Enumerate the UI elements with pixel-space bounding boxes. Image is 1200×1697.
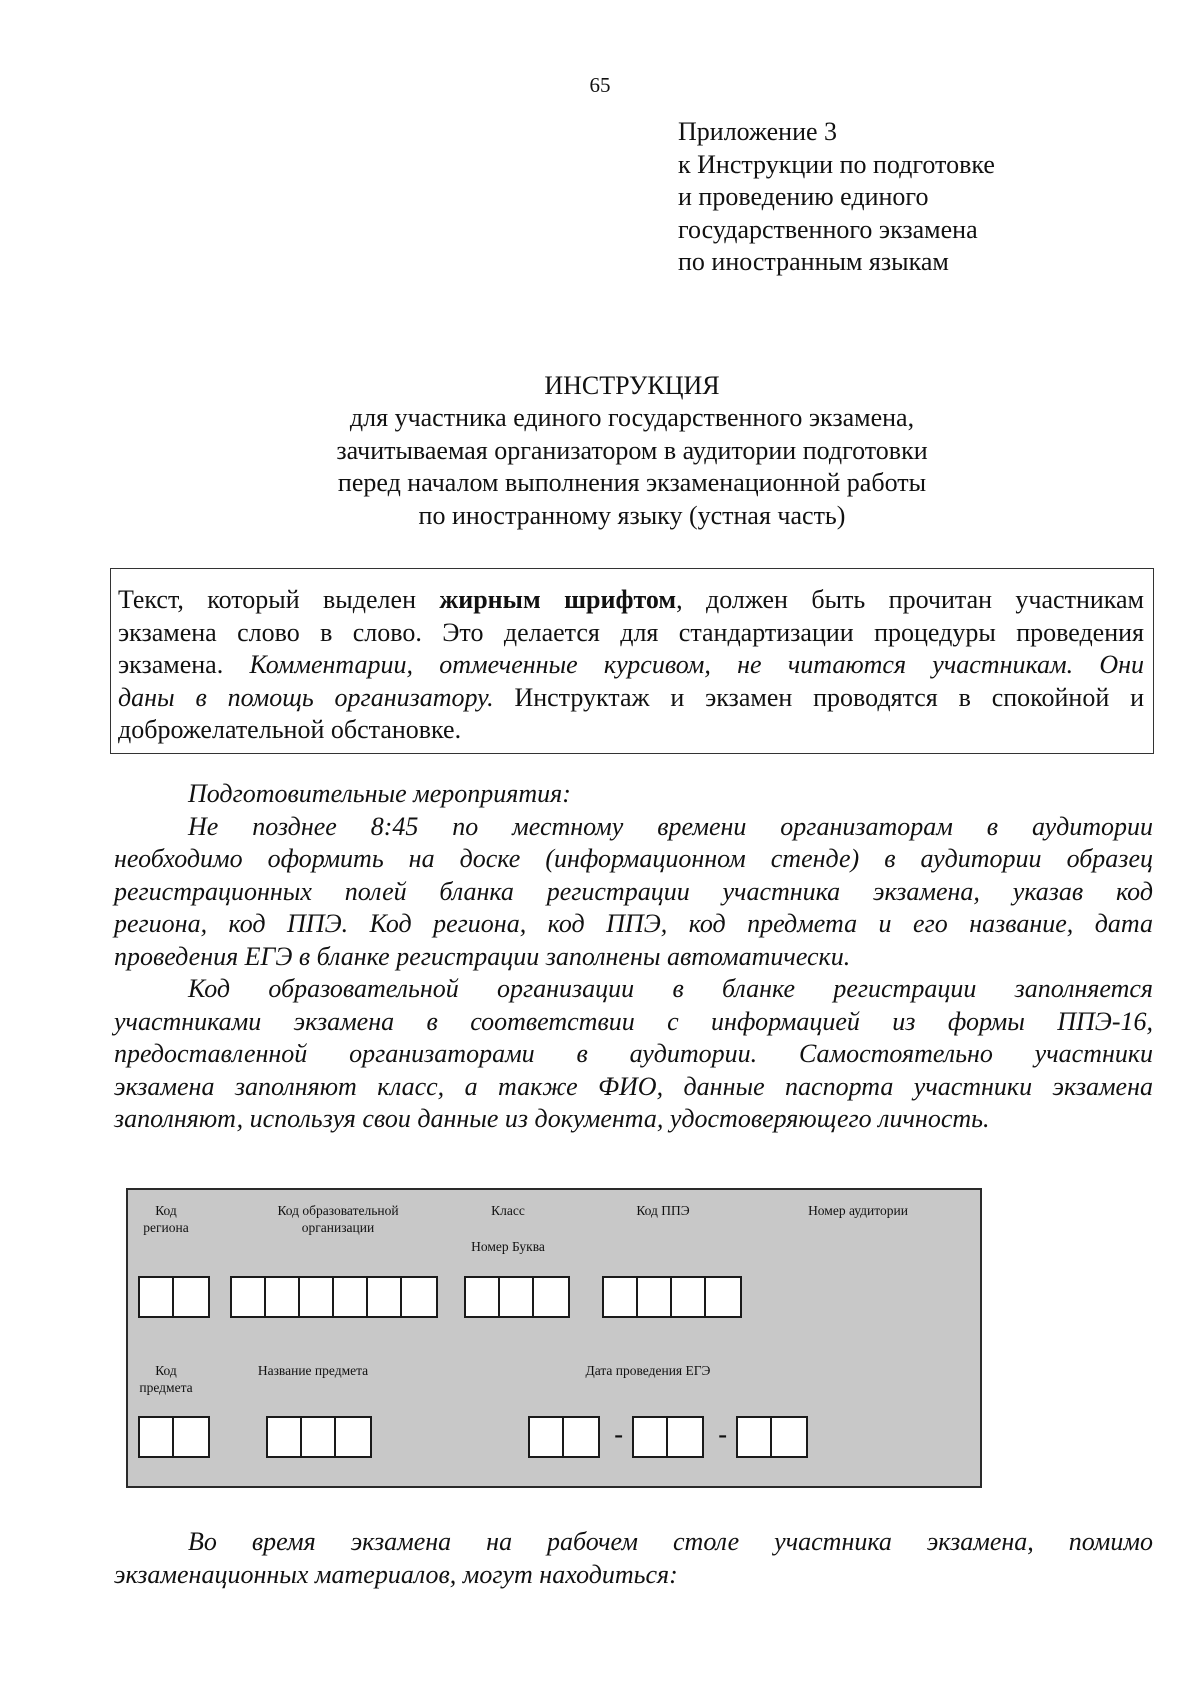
prep-line: предоставленной организаторами в аудитории. Самостоятельно участники (114, 1039, 1153, 1068)
registration-form-sample (126, 1188, 982, 1488)
label-class: Класс (491, 1203, 525, 1218)
cell (334, 1278, 368, 1316)
notice-text: экзамена. (118, 650, 250, 679)
cell (706, 1278, 740, 1316)
subject-code-cells (138, 1416, 210, 1458)
cell (174, 1418, 208, 1456)
label-region-code: Код региона (143, 1203, 189, 1235)
notice-line (118, 682, 1144, 715)
preparation-section (114, 778, 1153, 1136)
label-exam-date: Дата проведения ЕГЭ (585, 1363, 711, 1378)
appendix-line: Приложение 3 (678, 117, 838, 146)
notice-text: Инструктаж и экзамен проводятся в спокойной и (493, 682, 1145, 712)
title-line: зачитываемая организатором в аудитории подготовки (336, 435, 928, 465)
notice-line: экзамена слово в слово. Это делается для стандартизации процедуры проведения (118, 617, 1144, 647)
notice-line (118, 649, 1144, 682)
appendix-line: и проведению единого (678, 182, 929, 211)
title-heading: ИНСТРУКЦИЯ (544, 371, 720, 400)
exam-line: Во время экзамена на рабочем столе участника экзамена, помимо (188, 1527, 1153, 1556)
cell (402, 1278, 436, 1316)
prep-line: регистрационных полей бланка регистрации участника экзамена, указав код (114, 876, 1153, 906)
exam-year-cells (736, 1416, 808, 1458)
cell (266, 1278, 300, 1316)
prep-line: Код образовательной организации в бланке регистрации заполняется (188, 974, 1153, 1003)
date-separator: - (718, 1419, 728, 1450)
cell (336, 1418, 370, 1456)
cell (634, 1418, 668, 1456)
date-separator: - (614, 1419, 624, 1450)
cell (140, 1418, 174, 1456)
prep-line: необходимо оформить на доске (информационном стенде) в аудитории образец (114, 844, 1153, 873)
prep-line: участниками экзамена в соответствии с информацией из формы ППЭ-16, (114, 1006, 1153, 1036)
label-room-number: Номер аудитории (808, 1203, 908, 1218)
bold-text: жирным шрифтом (439, 585, 677, 614)
cell (672, 1278, 706, 1316)
cell (140, 1278, 174, 1316)
cell (302, 1418, 336, 1456)
cell (300, 1278, 334, 1316)
notice-text: Текст, который выделен (118, 585, 440, 614)
title-line: для участника единого государственного экзамена, (349, 403, 915, 433)
cell (738, 1418, 772, 1456)
appendix-line: государственного экзамена (678, 214, 978, 244)
italic-text: даны в помощь организатору. (118, 682, 494, 712)
exam-month-cells (632, 1416, 704, 1458)
prep-line: экзамена заполняют класс, а также ФИО, данные паспорта участники экзамена (114, 1071, 1153, 1101)
prep-heading: Подготовительные мероприятия: (188, 779, 571, 808)
cell (466, 1278, 500, 1316)
cell (534, 1278, 568, 1316)
appendix-line: к Инструкции по подготовке (678, 149, 995, 179)
cell (368, 1278, 402, 1316)
cell (530, 1418, 564, 1456)
prep-line: проведения ЕГЭ в бланке регистрации заполнены автоматически. (114, 941, 851, 971)
prep-line: заполняют, используя свои данные из документа, удостоверяющего личность. (114, 1104, 990, 1133)
exam-line: экзаменационных материалов, могут находиться: (114, 1559, 678, 1589)
cell (604, 1278, 638, 1316)
cell (500, 1278, 534, 1316)
title-line: перед началом выполнения экзаменационной работы (337, 468, 927, 498)
label-class-sub: Номер Буква (471, 1239, 545, 1254)
label-ppe-code: Код ППЭ (636, 1203, 690, 1218)
ppe-code-cells (602, 1276, 742, 1318)
class-cells (464, 1276, 570, 1318)
notice-line: доброжелательной обстановке. (118, 715, 462, 744)
exam-day-cells (528, 1416, 600, 1458)
region-code-cells (138, 1276, 210, 1318)
italic-text: Комментарии, отмеченные курсивом, не читаются участникам. Они (249, 650, 1144, 679)
prep-line: Не позднее 8:45 по местному времени организаторам в аудитории (188, 811, 1153, 841)
cell (564, 1418, 598, 1456)
cell (174, 1278, 208, 1316)
notice-box (110, 568, 1154, 754)
title-line: по иностранному языку (устная часть) (418, 500, 846, 530)
cell (232, 1278, 266, 1316)
org-code-cells (230, 1276, 438, 1318)
appendix-header (678, 116, 1138, 279)
notice-text: , должен быть прочитан участникам (676, 585, 1145, 614)
cell (668, 1418, 702, 1456)
prep-line: региона, код ППЭ. Код региона, код ППЭ, код предмета и его название, дата (114, 909, 1153, 938)
exam-section (114, 1526, 1153, 1591)
page-number: 65 (589, 73, 611, 97)
label-subject-code: Код предмета (139, 1363, 193, 1395)
appendix-line: по иностранным языкам (678, 247, 949, 276)
label-subject-name: Название предмета (257, 1363, 369, 1378)
cell (268, 1418, 302, 1456)
subject-name-cells (266, 1416, 372, 1458)
cell (638, 1278, 672, 1316)
notice-line (118, 584, 1144, 617)
label-org-code: Код образовательной организации (277, 1203, 399, 1235)
instruction-title (0, 370, 1200, 532)
cell (772, 1418, 806, 1456)
